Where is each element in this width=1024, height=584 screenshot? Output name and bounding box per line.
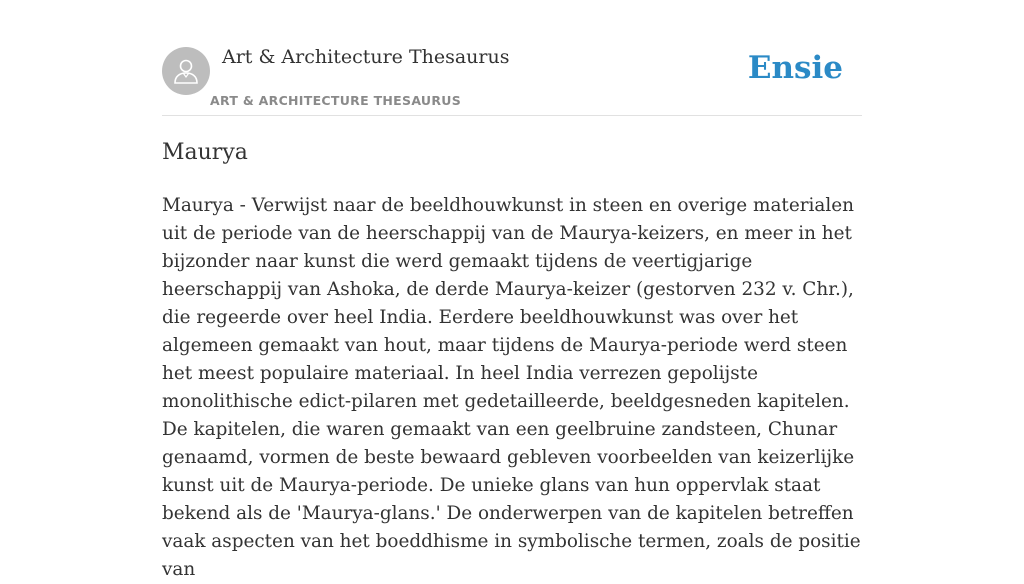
brand-logo[interactable]: Ensie bbox=[747, 50, 843, 86]
source-subtitle: ART & ARCHITECTURE THESAURUS bbox=[210, 93, 462, 108]
entry-body: Maurya - Verwijst naar de beeldhouwkunst in steen en overige materialen uit de periode van de heerschappij van de Maurya-keizers, en meer in het bijzonder naar kunst die werd gemaakt tijdens de veertigjarige heerschappij van Ashoka, de derde Maurya-keizer (gestorven 232 v. Chr.), die regeerde over heel India. Eerdere beeldhouwkunst was over het algemeen gemaakt van hout, maar tijdens de Maurya-periode werd steen het meest populaire materiaal. In heel India verrezen gepolijste monolithische edict-pilaren met gedetailleerde, beeldgesneden kapitelen. De kapitelen, die waren gemaakt van een geelbruine zandsteen, Chunar genaamd, vormen de beste bewaard gebleven voorbeelden van keizerlijke kunst uit de Maurya-periode. De unieke glans van hun oppervlak staat bekend als de 'Maurya-glans.' De onderwerpen van de kapitelen betreffen vaak aspecten van het boeddhisme in symbolische termen, zoals de positie van bbox=[162, 195, 861, 580]
source-header bbox=[162, 0, 862, 116]
entry-title: Maurya bbox=[162, 140, 248, 165]
page-container bbox=[162, 0, 862, 580]
user-icon bbox=[171, 56, 201, 86]
avatar[interactable] bbox=[162, 47, 210, 95]
source-title[interactable]: Art & Architecture Thesaurus bbox=[222, 46, 510, 68]
